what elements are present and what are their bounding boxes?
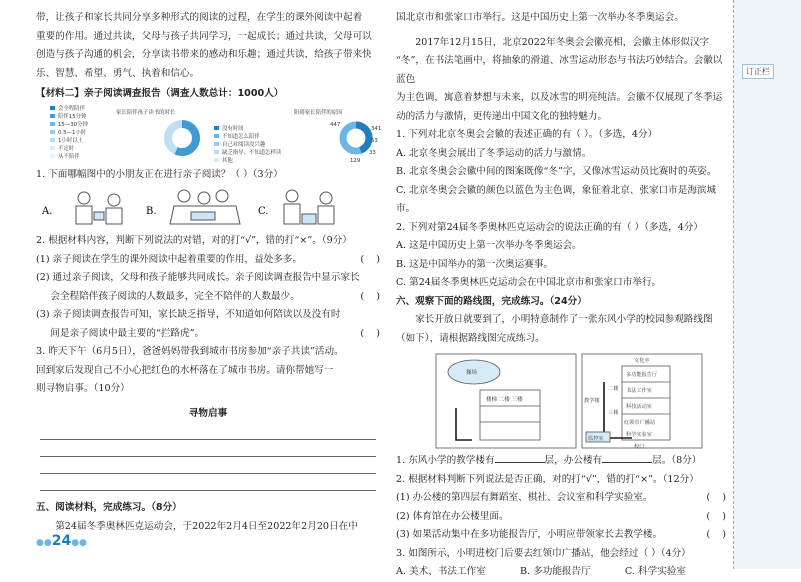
question-2: 2. 根据材料内容，判断下列说法的对错，对的打“√”，错的打“×”。（9分） (36, 235, 352, 246)
intro-line: 重要的作用。通过共读，父母与孩子共同学习，一起成长；通过共读，父母可以 (36, 30, 372, 42)
judge-item: (2) 体育馆在办公楼里面。 (396, 510, 509, 522)
notice-title: 寻物启事 (188, 407, 228, 419)
reading-scene-b-illustration (170, 190, 240, 224)
legend-item: 不定时 (58, 145, 75, 152)
question-1: 1. 下面哪幅图中的小朋友正在进行亲子阅读？（ ）（3分） (36, 168, 283, 180)
option: C. 科学实验室 (624, 566, 686, 577)
answer-paren[interactable]: ( ) (360, 290, 380, 302)
fill-blank[interactable] (495, 452, 545, 463)
route-maps (396, 352, 726, 452)
map-label: 监控室 (588, 436, 604, 442)
question-1: 1. 下列对北京冬奥会会徽的表述正确的有（ ）。（多选，4分） (396, 129, 658, 140)
para-line: “冬”，在书法笔画中，将抽象的滑道、冰雪运动形态与书法巧妙结合。会徽以蓝色 (396, 55, 723, 85)
section-6-heading: 六、观察下面的路线图，完成练习。（24分） (396, 295, 587, 307)
question-2: 2. 下列对第24届冬季奥林匹克运动会的说法正确的有（ ）（多选，4分） (396, 221, 703, 233)
chart1-title: 家长陪伴孩子读书的时长 (116, 109, 176, 116)
question-3-line: 则寻物启事。（10分） (36, 383, 130, 394)
map-label: 三楼 (608, 410, 619, 416)
chart-value: 341 (371, 125, 382, 132)
q1-pictures (36, 184, 380, 232)
map-label: 教学楼 (584, 398, 600, 404)
correction-sidebar (733, 0, 801, 569)
intro-line: 乐、智慧、希望、勇气、执着和信心。 (36, 67, 200, 79)
para-line: 动的活力与激情，更传递出中国文化的独特魅力。 (396, 110, 608, 122)
section-6-text: 家长开放日就要到了，小明特意制作了一张东风小学的校园参观路线图 (415, 314, 713, 325)
material2-title: 【材料二】亲子阅读调查报告（调查人数总计：1000人） (36, 88, 284, 99)
map-label: 操场 (466, 370, 478, 376)
section-6-text: （如下），请根据路线图完成练习。 (396, 332, 545, 344)
option: A. 这是中国历史上第一次举办冬季奥运会。 (396, 240, 582, 251)
answer-paren[interactable]: ( ) (706, 492, 726, 503)
map-label: 文化卒 (634, 358, 650, 364)
chart-value: 33 (369, 149, 376, 156)
option-label: C. (258, 206, 269, 217)
reading-scene-a-illustration (76, 192, 122, 224)
option: A. 美术、书法工作室 (396, 566, 486, 577)
question-3: 3. 如图所示，小明进校门后要去红领巾广播站，他会经过（ ）（4分） (396, 547, 691, 559)
answer-paren[interactable]: ( ) (706, 510, 726, 522)
judge-item: (2) 通过亲子阅读，父母和孩子能够共同成长。亲子阅读调查报告中显示家长 (36, 272, 360, 283)
chart-value: 53 (371, 137, 378, 144)
para-line: 为主色调，寓意着梦想与未来，以及冰雪的明亮纯洁。会徽不仅展现了冬季运 (396, 92, 723, 103)
judge-item: 会全程陪伴孩子阅读的人数最多，完全不陪伴的人数最少。 (50, 290, 300, 302)
left-column (36, 0, 380, 536)
legend-item: 自己对阅读没兴趣 (222, 141, 266, 148)
legend-item: 从不陪伴 (58, 153, 80, 160)
chart-value: 129 (350, 157, 361, 164)
map-label: 科技活动室 (626, 404, 652, 410)
section-5-text: 第24届冬季奥林匹克运动会，于2022年2月4日至2022年2月20日在中 (55, 520, 358, 532)
legend-item: 0.5—1小时 (58, 129, 87, 136)
option: A. 北京冬奥会展出了冬季运动的活力与激情。 (396, 147, 592, 159)
question-3-line: 回到家后发现自己不小心把红色的水杯落在了城市书房。请你帮她写一 (36, 364, 334, 376)
map-label: 二楼 (608, 386, 619, 392)
fill-text: 层。（8分） (652, 455, 702, 466)
option: B. 这是中国举办的第一次奥运赛事。 (396, 258, 554, 270)
fill-text: 1. 东风小学的教学楼有 (396, 455, 495, 466)
option: C. 第24届冬季奥林匹克运动会在中国北京市和张家口市举行。 (396, 277, 662, 288)
judge-item: 间是亲子阅读中最主要的“拦路虎”。 (50, 327, 205, 339)
judge-question: 2. 根据材料判断下列说法是否正确，对的打“√”，错的打“×”。（12分） (396, 473, 699, 485)
option-label: B. (146, 206, 157, 217)
answer-paren[interactable]: ( ) (706, 529, 726, 540)
judge-item: (1) 办公楼的第四层有舞蹈室、棋社、会议室和科学实验室。 (396, 492, 653, 503)
sidebar-tag: 订正栏 (742, 64, 774, 79)
para-line: 2017年12月15日，北京2022年冬奥会会徽亮相，会徽主体形似汉字 (415, 36, 710, 48)
option: B. 多功能报告厅 (519, 566, 591, 577)
answer-paren[interactable]: ( ) (360, 327, 380, 339)
chart2-title: 阻碍家长陪伴的原因 (294, 109, 343, 116)
map-label: 红领巾广播站 (624, 420, 656, 426)
judge-item: (3) 如果活动集中在多功能报告厅，小明应带领家长去教学楼。 (396, 529, 663, 540)
option: C. 北京冬奥会会徽的颜色以蓝色为主色调，象征着北京、张家口市是海滨城市。 (396, 184, 717, 214)
legend-item: 其他 (222, 157, 233, 164)
fill-blank[interactable] (602, 452, 652, 463)
option-label: A. (42, 206, 53, 217)
survey-charts (36, 104, 380, 166)
para-line: 国北京市和张家口市举行。这是中国历史上第一次举办冬季奥运会。 (396, 12, 684, 23)
legend-item: 1小时以上 (58, 137, 83, 144)
page-number: ●●24●● (36, 533, 87, 549)
fill-question (396, 452, 726, 471)
fill-text: 层，办公楼有 (544, 455, 603, 466)
reading-scene-c-illustration (284, 190, 334, 224)
intro-line: 带，让孩子和家长共同分享多种形式的阅读的过程，在学生的课外阅读中起着 (36, 12, 363, 23)
section-5-heading: 五、阅读材料，完成练习。（8分） (36, 502, 182, 513)
judge-item: (3) 亲子阅读调查报告可知，家长缺乏指导，不知道如何陪读以及没有时 (36, 309, 341, 320)
legend-item: 陪伴15分钟 (58, 113, 87, 120)
judge-item: (1) 亲子阅读在学生的课外阅读中起着重要的作用，益处多多。 (36, 253, 303, 265)
map-label: 多功能报告厅 (626, 372, 658, 378)
option: B. 北京冬奥会会徽中间的图案既像“冬”字，又像冰雪运动员比赛时的英姿。 (396, 166, 717, 177)
map-label: 校门 (634, 444, 645, 450)
map-label: 书法工作室 (626, 388, 652, 394)
legend-item: 缺乏指导、不知道怎样读 (222, 149, 282, 156)
question-3: 3. 昨天下午（6月5日），爸爸妈妈带我到城市书房参加“亲子共读”活动。 (36, 346, 344, 357)
legend-item: 不知道怎么陪伴 (222, 133, 260, 140)
map-label: 科学实验室 (626, 432, 652, 438)
chart-value: 447 (330, 121, 341, 128)
map-label: 楼梯 二楼 三楼 (486, 397, 523, 403)
right-column (396, 0, 726, 582)
legend-item: 会全程陪伴 (58, 105, 85, 112)
legend-item: 15—30分钟 (58, 121, 88, 128)
intro-line: 创造与孩子沟通的机会，分享读书带来的感动和乐趣；通过共读，给孩子带来快 (36, 49, 372, 60)
legend-item: 没有时间 (222, 125, 244, 132)
writing-area[interactable] (36, 423, 380, 491)
answer-paren[interactable]: ( ) (360, 253, 380, 265)
